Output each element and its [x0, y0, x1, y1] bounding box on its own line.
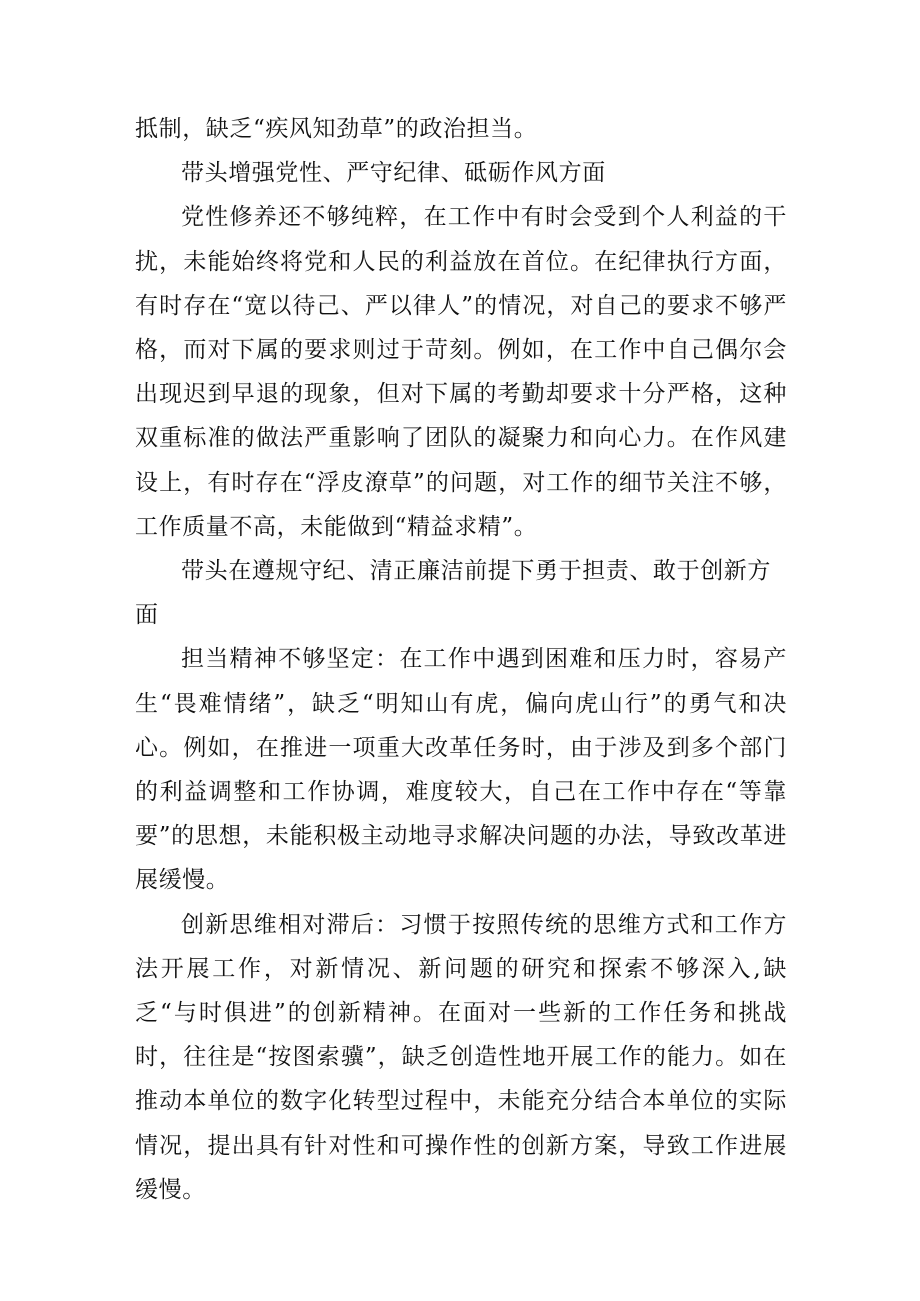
section-heading-party-discipline: 带头增强党性、严守纪律、砥砺作风方面 — [181, 160, 606, 187]
section-heading-responsibility-innovation: 带头在遵规守纪、清正廉洁前提下勇于担责、敢于创新方面 — [135, 558, 771, 629]
paragraph-party-discipline: 党性修养还不够纯粹，在工作中有时会受到个人利益的干扰，未能始终将党和人民的利益放在首位。在纪律执行方面，有时存在“宽以待己、严以律人”的情况，对自己的要求不够严格，而对下属的要求则过于苛刻。例如，在工作中自己偶尔会出现迟到早退的现象，但对下属的考勤却要求十分严格，这种双重标准的做法严重影响了团队的凝聚力和向心力。在作风建设上，有时存在“浮皮潦草”的问题，对工作的细节关注不够，工作质量不高，未能做到“精益求精”。 — [135, 204, 787, 540]
paragraph-continuation: 抵制，缺乏“疾风知劲草”的政治担当。 — [135, 116, 538, 142]
paragraph-responsibility: 担当精神不够坚定：在工作中遇到困难和压力时，容易产生“畏难情绪”，缺乏“明知山有虎，偏向虎山行”的勇气和决心。例如，在推进一项重大改革任务时，由于涉及到多个部门的利益调整和工作协调，难度较大，自己在工作中存在“等靠要”的思想，未能积极主动地寻求解决问题的办法，导致改革进展缓慢。 — [135, 646, 787, 894]
paragraph-innovation: 创新思维相对滞后：习惯于按照传统的思维方式和工作方法开展工作，对新情况、新问题的研究和探索不够深入,缺乏“与时俱进”的创新精神。在面对一些新的工作任务和挑战时，往往是“按图索骥”，缺乏创造性地开展工作的能力。如在推动本单位的数字化转型过程中，未能充分结合本单位的实际情况，提出具有针对性和可操作性的创新方案，导致工作进展缓慢。 — [135, 911, 787, 1203]
document-body — [135, 107, 787, 1212]
